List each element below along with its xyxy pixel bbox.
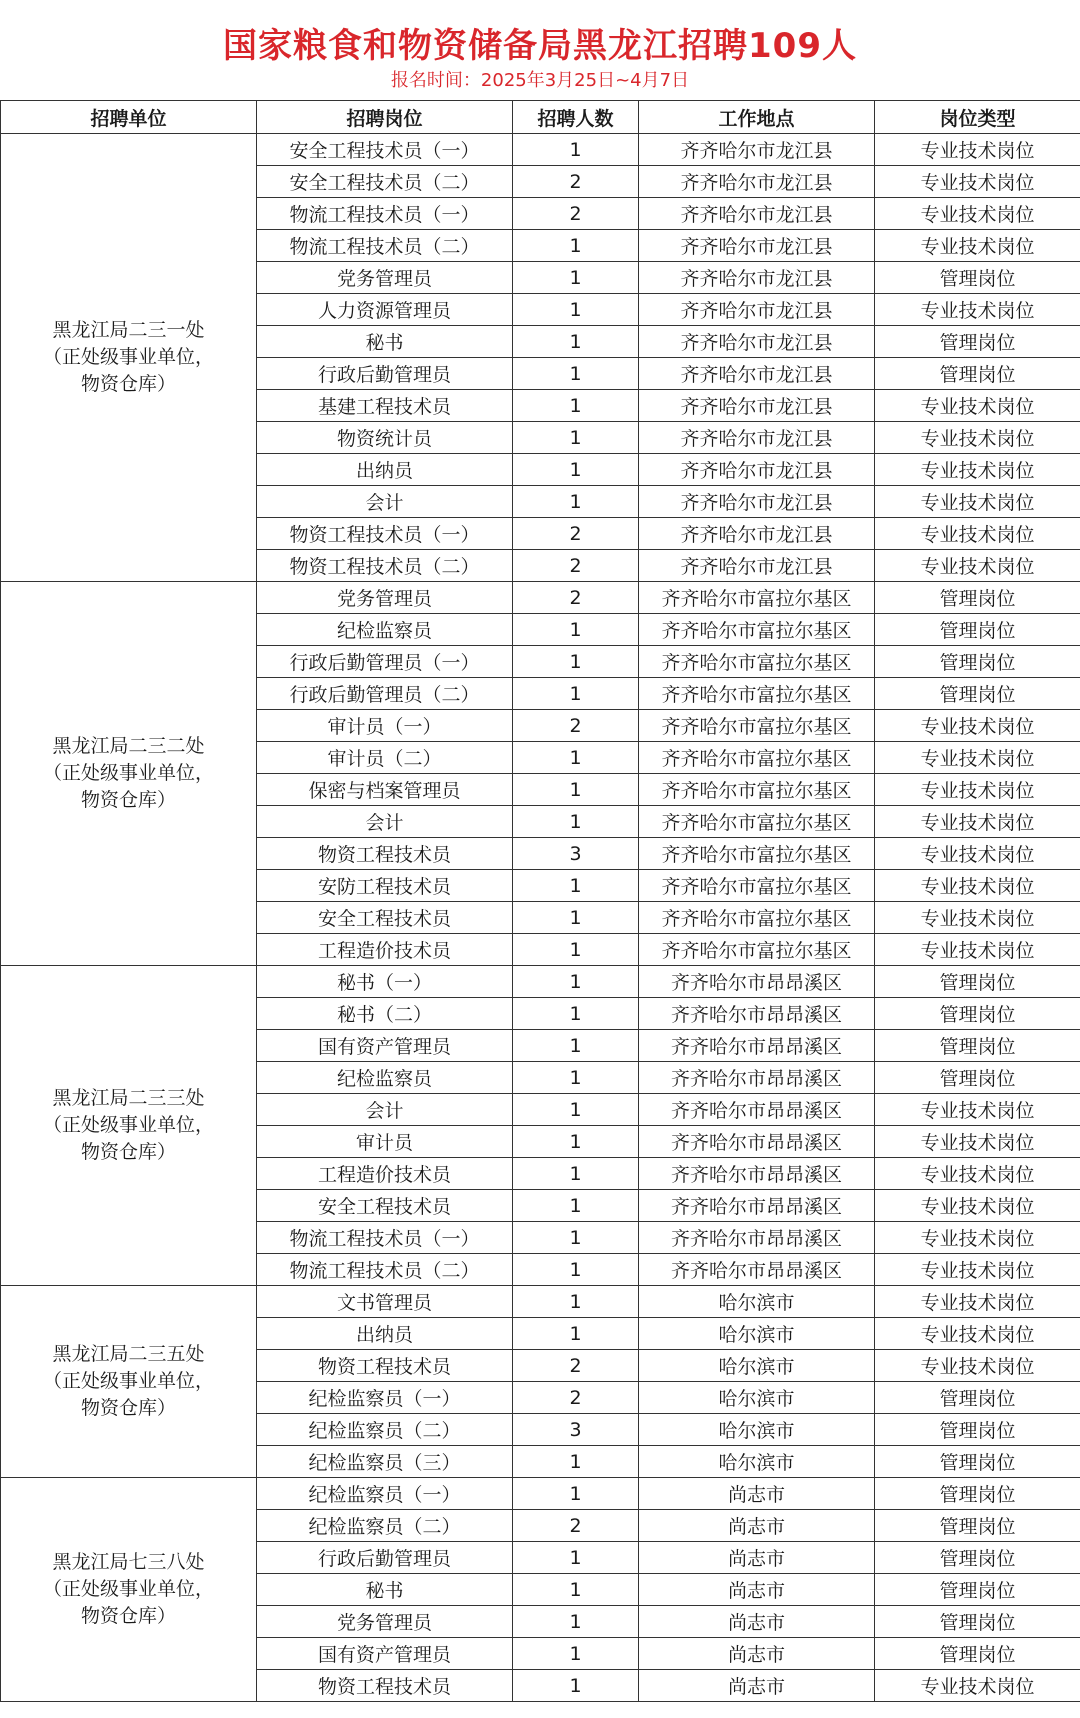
count-cell: 1 [513,774,639,806]
position-cell: 审计员 [257,1126,513,1158]
type-cell: 专业技术岗位 [875,550,1080,582]
count-cell: 3 [513,1414,639,1446]
position-cell: 保密与档案管理员 [257,774,513,806]
type-cell: 专业技术岗位 [875,166,1080,198]
position-cell: 基建工程技术员 [257,390,513,422]
unit-name-line: 黑龙江局二三三处 [52,1087,205,1109]
count-cell: 2 [513,198,639,230]
location-cell: 齐齐哈尔市龙江县 [639,518,875,550]
type-cell: 专业技术岗位 [875,1222,1080,1254]
type-cell: 专业技术岗位 [875,1126,1080,1158]
location-cell: 齐齐哈尔市昂昂溪区 [639,1254,875,1286]
position-cell: 人力资源管理员 [257,294,513,326]
location-cell: 齐齐哈尔市富拉尔基区 [639,614,875,646]
header-location: 工作地点 [639,101,875,134]
position-cell: 纪检监察员（二） [257,1510,513,1542]
type-cell: 专业技术岗位 [875,1158,1080,1190]
type-cell: 专业技术岗位 [875,1318,1080,1350]
type-cell: 专业技术岗位 [875,838,1080,870]
count-cell: 1 [513,1542,639,1574]
position-cell: 党务管理员 [257,1606,513,1638]
count-cell: 1 [513,1574,639,1606]
type-cell: 专业技术岗位 [875,134,1080,166]
position-cell: 文书管理员 [257,1286,513,1318]
location-cell: 齐齐哈尔市富拉尔基区 [639,582,875,614]
count-cell: 2 [513,1510,639,1542]
location-cell: 齐齐哈尔市龙江县 [639,390,875,422]
type-cell: 专业技术岗位 [875,230,1080,262]
count-cell: 1 [513,614,639,646]
location-cell: 齐齐哈尔市龙江县 [639,294,875,326]
type-cell: 管理岗位 [875,1382,1080,1414]
count-cell: 1 [513,1286,639,1318]
header-type: 岗位类型 [875,101,1080,134]
header-position: 招聘岗位 [257,101,513,134]
type-cell: 专业技术岗位 [875,806,1080,838]
position-cell: 秘书（一） [257,966,513,998]
count-cell: 1 [513,742,639,774]
type-cell: 管理岗位 [875,358,1080,390]
position-cell: 审计员（一） [257,710,513,742]
position-cell: 国有资产管理员 [257,1638,513,1670]
count-cell: 2 [513,1382,639,1414]
location-cell: 齐齐哈尔市昂昂溪区 [639,1062,875,1094]
position-cell: 工程造价技术员 [257,934,513,966]
count-cell: 1 [513,1062,639,1094]
type-cell: 专业技术岗位 [875,422,1080,454]
type-cell: 管理岗位 [875,1510,1080,1542]
count-cell: 1 [513,358,639,390]
location-cell: 齐齐哈尔市龙江县 [639,486,875,518]
count-cell: 1 [513,294,639,326]
position-cell: 物资工程技术员（二） [257,550,513,582]
position-cell: 行政后勤管理员（一） [257,646,513,678]
count-cell: 1 [513,1190,639,1222]
unit-name-line: （正处级事业单位， [42,762,214,784]
count-cell: 1 [513,326,639,358]
count-cell: 1 [513,1030,639,1062]
position-cell: 物资工程技术员 [257,1670,513,1702]
position-cell: 纪检监察员（一） [257,1382,513,1414]
location-cell: 齐齐哈尔市昂昂溪区 [639,1094,875,1126]
type-cell: 专业技术岗位 [875,518,1080,550]
count-cell: 1 [513,934,639,966]
count-cell: 1 [513,1158,639,1190]
position-cell: 纪检监察员 [257,1062,513,1094]
location-cell: 哈尔滨市 [639,1350,875,1382]
location-cell: 齐齐哈尔市龙江县 [639,358,875,390]
location-cell: 尚志市 [639,1478,875,1510]
location-cell: 哈尔滨市 [639,1382,875,1414]
location-cell: 哈尔滨市 [639,1318,875,1350]
count-cell: 2 [513,166,639,198]
unit-name-line: 物资仓库） [80,1397,176,1419]
count-cell: 1 [513,870,639,902]
table-row [1,1286,1080,1318]
location-cell: 齐齐哈尔市龙江县 [639,326,875,358]
type-cell: 管理岗位 [875,1414,1080,1446]
table-row [1,1478,1080,1510]
type-cell: 专业技术岗位 [875,870,1080,902]
unit-name-line: 黑龙江局二三一处 [52,319,205,341]
position-cell: 纪检监察员 [257,614,513,646]
location-cell: 齐齐哈尔市昂昂溪区 [639,1126,875,1158]
unit-name-line: 黑龙江局七三八处 [52,1551,205,1573]
location-cell: 齐齐哈尔市富拉尔基区 [639,838,875,870]
position-cell: 党务管理员 [257,262,513,294]
type-cell: 专业技术岗位 [875,1094,1080,1126]
type-cell: 管理岗位 [875,1542,1080,1574]
type-cell: 管理岗位 [875,1574,1080,1606]
position-cell: 纪检监察员（一） [257,1478,513,1510]
unit-name-line: 物资仓库） [80,789,176,811]
position-cell: 安全工程技术员（二） [257,166,513,198]
location-cell: 尚志市 [639,1574,875,1606]
position-cell: 纪检监察员（三） [257,1446,513,1478]
unit-name-line: （正处级事业单位， [42,1370,214,1392]
position-cell: 行政后勤管理员（二） [257,678,513,710]
position-cell: 安全工程技术员 [257,1190,513,1222]
position-cell: 行政后勤管理员 [257,358,513,390]
count-cell: 1 [513,806,639,838]
type-cell: 管理岗位 [875,646,1080,678]
unit-name-line: 物资仓库） [80,373,176,395]
location-cell: 齐齐哈尔市龙江县 [639,454,875,486]
type-cell: 管理岗位 [875,1606,1080,1638]
type-cell: 管理岗位 [875,1446,1080,1478]
location-cell: 尚志市 [639,1638,875,1670]
count-cell: 1 [513,1446,639,1478]
table-row [1,134,1080,166]
location-cell: 齐齐哈尔市龙江县 [639,422,875,454]
position-cell: 秘书（二） [257,998,513,1030]
unit-name-line: 物资仓库） [80,1141,176,1163]
position-cell: 会计 [257,486,513,518]
header [0,0,1080,100]
count-cell: 1 [513,966,639,998]
count-cell: 2 [513,582,639,614]
type-cell: 管理岗位 [875,614,1080,646]
type-cell: 管理岗位 [875,1478,1080,1510]
count-cell: 1 [513,1606,639,1638]
unit-cell [1,1286,257,1478]
unit-cell [1,582,257,966]
location-cell: 哈尔滨市 [639,1414,875,1446]
location-cell: 齐齐哈尔市富拉尔基区 [639,902,875,934]
count-cell: 1 [513,486,639,518]
unit-cell [1,134,257,582]
position-cell: 出纳员 [257,454,513,486]
position-cell: 物资工程技术员 [257,838,513,870]
position-cell: 物资工程技术员 [257,1350,513,1382]
count-cell: 2 [513,518,639,550]
position-cell: 党务管理员 [257,582,513,614]
count-cell: 1 [513,134,639,166]
location-cell: 齐齐哈尔市龙江县 [639,230,875,262]
location-cell: 齐齐哈尔市富拉尔基区 [639,646,875,678]
type-cell: 专业技术岗位 [875,902,1080,934]
location-cell: 齐齐哈尔市昂昂溪区 [639,998,875,1030]
position-cell: 会计 [257,1094,513,1126]
position-cell: 物流工程技术员（一） [257,1222,513,1254]
position-cell: 物流工程技术员（二） [257,1254,513,1286]
type-cell: 专业技术岗位 [875,742,1080,774]
position-cell: 会计 [257,806,513,838]
position-cell: 物流工程技术员（二） [257,230,513,262]
unit-name-line: （正处级事业单位， [42,1578,214,1600]
count-cell: 1 [513,262,639,294]
count-cell: 1 [513,454,639,486]
location-cell: 齐齐哈尔市昂昂溪区 [639,1030,875,1062]
type-cell: 管理岗位 [875,1030,1080,1062]
location-cell: 齐齐哈尔市龙江县 [639,262,875,294]
unit-name-line: （正处级事业单位， [42,346,214,368]
position-cell: 秘书 [257,326,513,358]
type-cell: 专业技术岗位 [875,774,1080,806]
position-cell: 秘书 [257,1574,513,1606]
count-cell: 3 [513,838,639,870]
type-cell: 管理岗位 [875,262,1080,294]
location-cell: 齐齐哈尔市昂昂溪区 [639,1222,875,1254]
count-cell: 1 [513,1478,639,1510]
count-cell: 1 [513,1222,639,1254]
table-body [1,134,1080,1702]
type-cell: 专业技术岗位 [875,1350,1080,1382]
unit-name-line: （正处级事业单位， [42,1114,214,1136]
position-cell: 安防工程技术员 [257,870,513,902]
location-cell: 齐齐哈尔市龙江县 [639,550,875,582]
type-cell: 专业技术岗位 [875,1286,1080,1318]
position-cell: 物资统计员 [257,422,513,454]
location-cell: 齐齐哈尔市富拉尔基区 [639,742,875,774]
position-cell: 安全工程技术员 [257,902,513,934]
location-cell: 齐齐哈尔市富拉尔基区 [639,710,875,742]
location-cell: 齐齐哈尔市龙江县 [639,134,875,166]
type-cell: 专业技术岗位 [875,1254,1080,1286]
type-cell: 管理岗位 [875,1062,1080,1094]
position-cell: 行政后勤管理员 [257,1542,513,1574]
table-row [1,966,1080,998]
count-cell: 1 [513,390,639,422]
header-unit: 招聘单位 [1,101,257,134]
table-header-row [1,101,1080,134]
count-cell: 1 [513,998,639,1030]
location-cell: 齐齐哈尔市龙江县 [639,198,875,230]
count-cell: 2 [513,710,639,742]
type-cell: 专业技术岗位 [875,486,1080,518]
count-cell: 2 [513,1350,639,1382]
location-cell: 齐齐哈尔市昂昂溪区 [639,966,875,998]
position-cell: 审计员（二） [257,742,513,774]
type-cell: 管理岗位 [875,966,1080,998]
count-cell: 1 [513,902,639,934]
position-cell: 安全工程技术员（一） [257,134,513,166]
unit-name-line: 黑龙江局二三二处 [52,735,205,757]
unit-name-line: 物资仓库） [80,1605,176,1627]
header-count: 招聘人数 [513,101,639,134]
location-cell: 尚志市 [639,1606,875,1638]
location-cell: 齐齐哈尔市富拉尔基区 [639,806,875,838]
type-cell: 专业技术岗位 [875,390,1080,422]
location-cell: 哈尔滨市 [639,1446,875,1478]
type-cell: 专业技术岗位 [875,934,1080,966]
unit-cell [1,966,257,1286]
type-cell: 管理岗位 [875,678,1080,710]
count-cell: 2 [513,550,639,582]
type-cell: 专业技术岗位 [875,454,1080,486]
location-cell: 齐齐哈尔市富拉尔基区 [639,774,875,806]
type-cell: 专业技术岗位 [875,198,1080,230]
type-cell: 管理岗位 [875,1638,1080,1670]
recruitment-table [0,100,1080,1702]
table-row [1,582,1080,614]
count-cell: 1 [513,1094,639,1126]
count-cell: 1 [513,1254,639,1286]
position-cell: 物资工程技术员（一） [257,518,513,550]
count-cell: 1 [513,1126,639,1158]
type-cell: 专业技术岗位 [875,710,1080,742]
count-cell: 1 [513,678,639,710]
position-cell: 纪检监察员（二） [257,1414,513,1446]
registration-period: 报名时间：2025年3月25日~4月7日 [390,70,690,91]
location-cell: 齐齐哈尔市龙江县 [639,166,875,198]
location-cell: 尚志市 [639,1670,875,1702]
count-cell: 1 [513,1318,639,1350]
type-cell: 专业技术岗位 [875,294,1080,326]
unit-name-line: 黑龙江局二三五处 [52,1343,205,1365]
count-cell: 1 [513,422,639,454]
location-cell: 齐齐哈尔市富拉尔基区 [639,934,875,966]
position-cell: 出纳员 [257,1318,513,1350]
position-cell: 国有资产管理员 [257,1030,513,1062]
page-title: 国家粮食和物资储备局黑龙江招聘109人 [223,26,857,66]
location-cell: 尚志市 [639,1542,875,1574]
unit-cell [1,1478,257,1702]
location-cell: 哈尔滨市 [639,1286,875,1318]
type-cell: 专业技术岗位 [875,1190,1080,1222]
type-cell: 管理岗位 [875,998,1080,1030]
count-cell: 1 [513,1670,639,1702]
location-cell: 齐齐哈尔市富拉尔基区 [639,870,875,902]
count-cell: 1 [513,1638,639,1670]
location-cell: 齐齐哈尔市富拉尔基区 [639,678,875,710]
count-cell: 1 [513,230,639,262]
location-cell: 齐齐哈尔市昂昂溪区 [639,1190,875,1222]
location-cell: 尚志市 [639,1510,875,1542]
position-cell: 工程造价技术员 [257,1158,513,1190]
position-cell: 物流工程技术员（一） [257,198,513,230]
type-cell: 管理岗位 [875,326,1080,358]
location-cell: 齐齐哈尔市昂昂溪区 [639,1158,875,1190]
count-cell: 1 [513,646,639,678]
type-cell: 专业技术岗位 [875,1670,1080,1702]
type-cell: 管理岗位 [875,582,1080,614]
